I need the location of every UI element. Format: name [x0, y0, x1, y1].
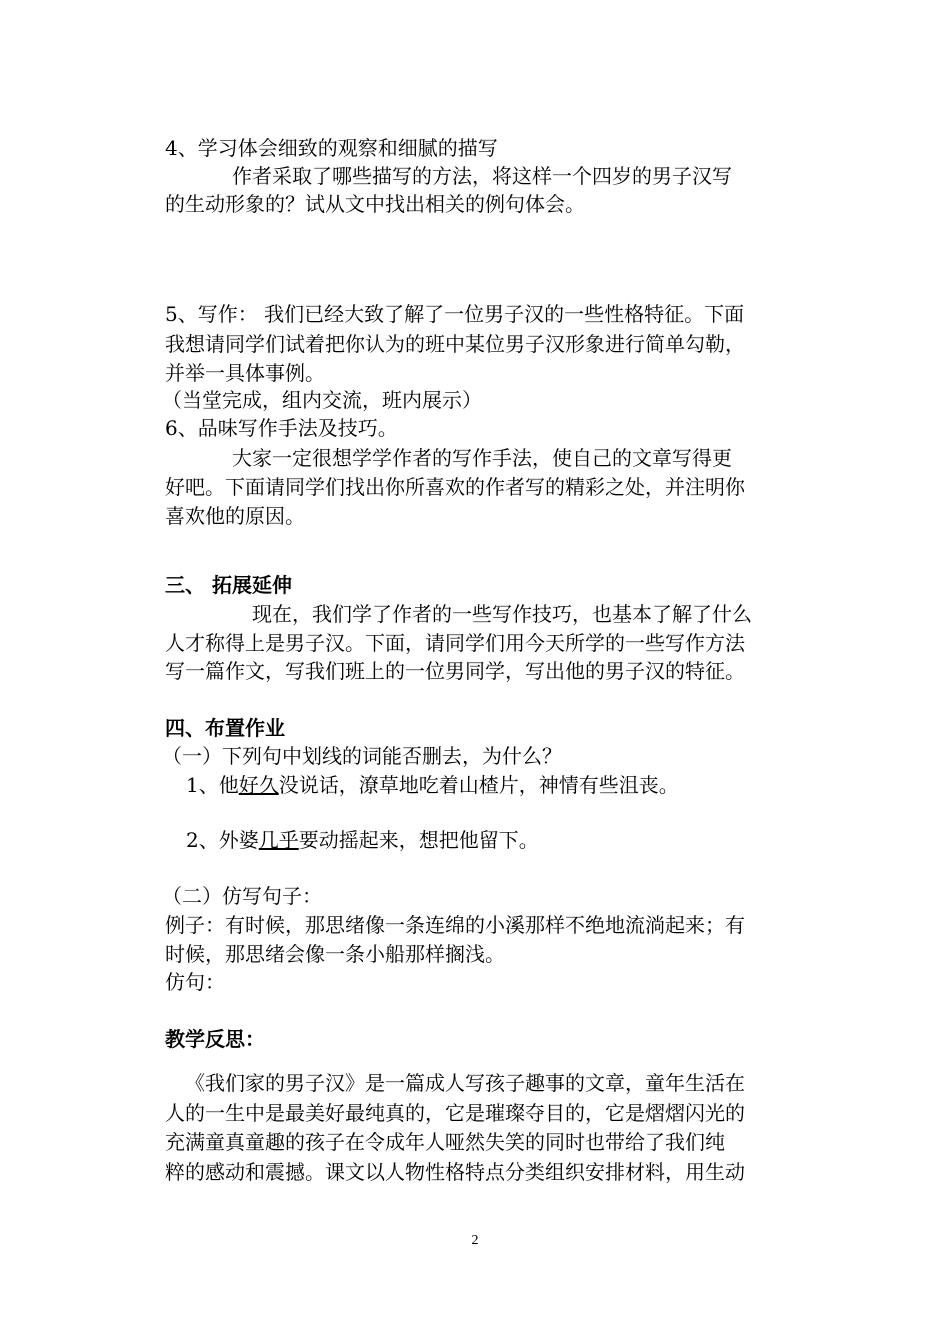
page-number: 2: [471, 1233, 479, 1248]
sentence1-underlined-word: 好久: [238, 773, 279, 797]
part4-question1: （一）下列句中划线的词能否删去，为什么？: [162, 744, 562, 768]
section6-line3: 喜欢他的原因。: [165, 504, 305, 528]
part3-line3: 写一篇作文，写我们班上的一位男同学，写出他的男子汉的特征。: [165, 659, 745, 683]
section5-line3: 并举一具体事例。: [165, 361, 325, 385]
section4-line2: 的生动形象的？试从文中找出相关的例句体会。: [165, 192, 585, 216]
section5-line4: （当堂完成，组内交流，班内展示）: [162, 388, 482, 412]
sentence2-suffix: 要动摇起来，想把他留下。: [298, 828, 539, 852]
sentence1-suffix: 没说话，潦草地吃着山楂片，神情有些沮丧。: [278, 773, 679, 797]
part4-example-line2: 时候，那思绪会像一条小船那样搁浅。: [165, 942, 505, 966]
section5-line1: 5、写作： 我们已经大致了解了一位男子汉的一些性格特征。下面: [165, 302, 745, 326]
reflection-line2: 人的一生中是最美好最纯真的，它是璀璨夺目的，它是熠熠闪光的: [165, 1101, 745, 1125]
part4-heading: 四、布置作业: [165, 716, 285, 740]
sentence1-prefix: 1、他: [186, 773, 239, 797]
part4-sentence2: [186, 827, 539, 853]
part4-imitate-label: 仿句：: [165, 970, 225, 994]
section5-line2: 我想请同学们试着把你认为的班中某位男子汉形象进行简单勾勒，: [165, 332, 745, 356]
part4-example-line1: 例子：有时候，那思绪像一条连绵的小溪那样不绝地流淌起来；有: [165, 913, 745, 937]
reflection-heading: 教学反思：: [165, 1027, 265, 1051]
section6-heading: 6、品味写作手法及技巧。: [165, 416, 398, 440]
part3-heading: 三、 拓展延伸: [165, 573, 292, 597]
reflection-line4: 粹的感动和震撼。课文以人物性格特点分类组织安排材料，用生动: [165, 1160, 745, 1184]
section6-line1: 大家一定很想学学作者的写作手法，使自己的文章写得更: [232, 446, 732, 470]
part4-question2: （二）仿写句子：: [162, 884, 322, 908]
part3-line1: 现在，我们学了作者的一些写作技巧，也基本了解了什么: [252, 602, 752, 626]
reflection-line3: 充满童真童趣的孩子在令成年人哑然失笑的同时也带给了我们纯: [165, 1130, 725, 1154]
section4-line1: 作者采取了哪些描写的方法，将这样一个四岁的男子汉写: [232, 164, 732, 188]
sentence2-prefix: 2、外婆: [186, 828, 259, 852]
part4-sentence1: [186, 772, 679, 798]
reflection-line1: 《我们家的男子汉》是一篇成人写孩子趣事的文章，童年生活在: [185, 1071, 745, 1095]
sentence2-underlined-word: 几乎: [258, 828, 299, 852]
part3-line2: 人才称得上是男子汉。下面，请同学们用今天所学的一些写作方法: [165, 631, 745, 655]
section4-heading: 4、学习体会细致的观察和细腻的描写: [165, 136, 498, 160]
section6-line2: 好吧。下面请同学们找出你所喜欢的作者写的精彩之处，并注明你: [165, 475, 745, 499]
